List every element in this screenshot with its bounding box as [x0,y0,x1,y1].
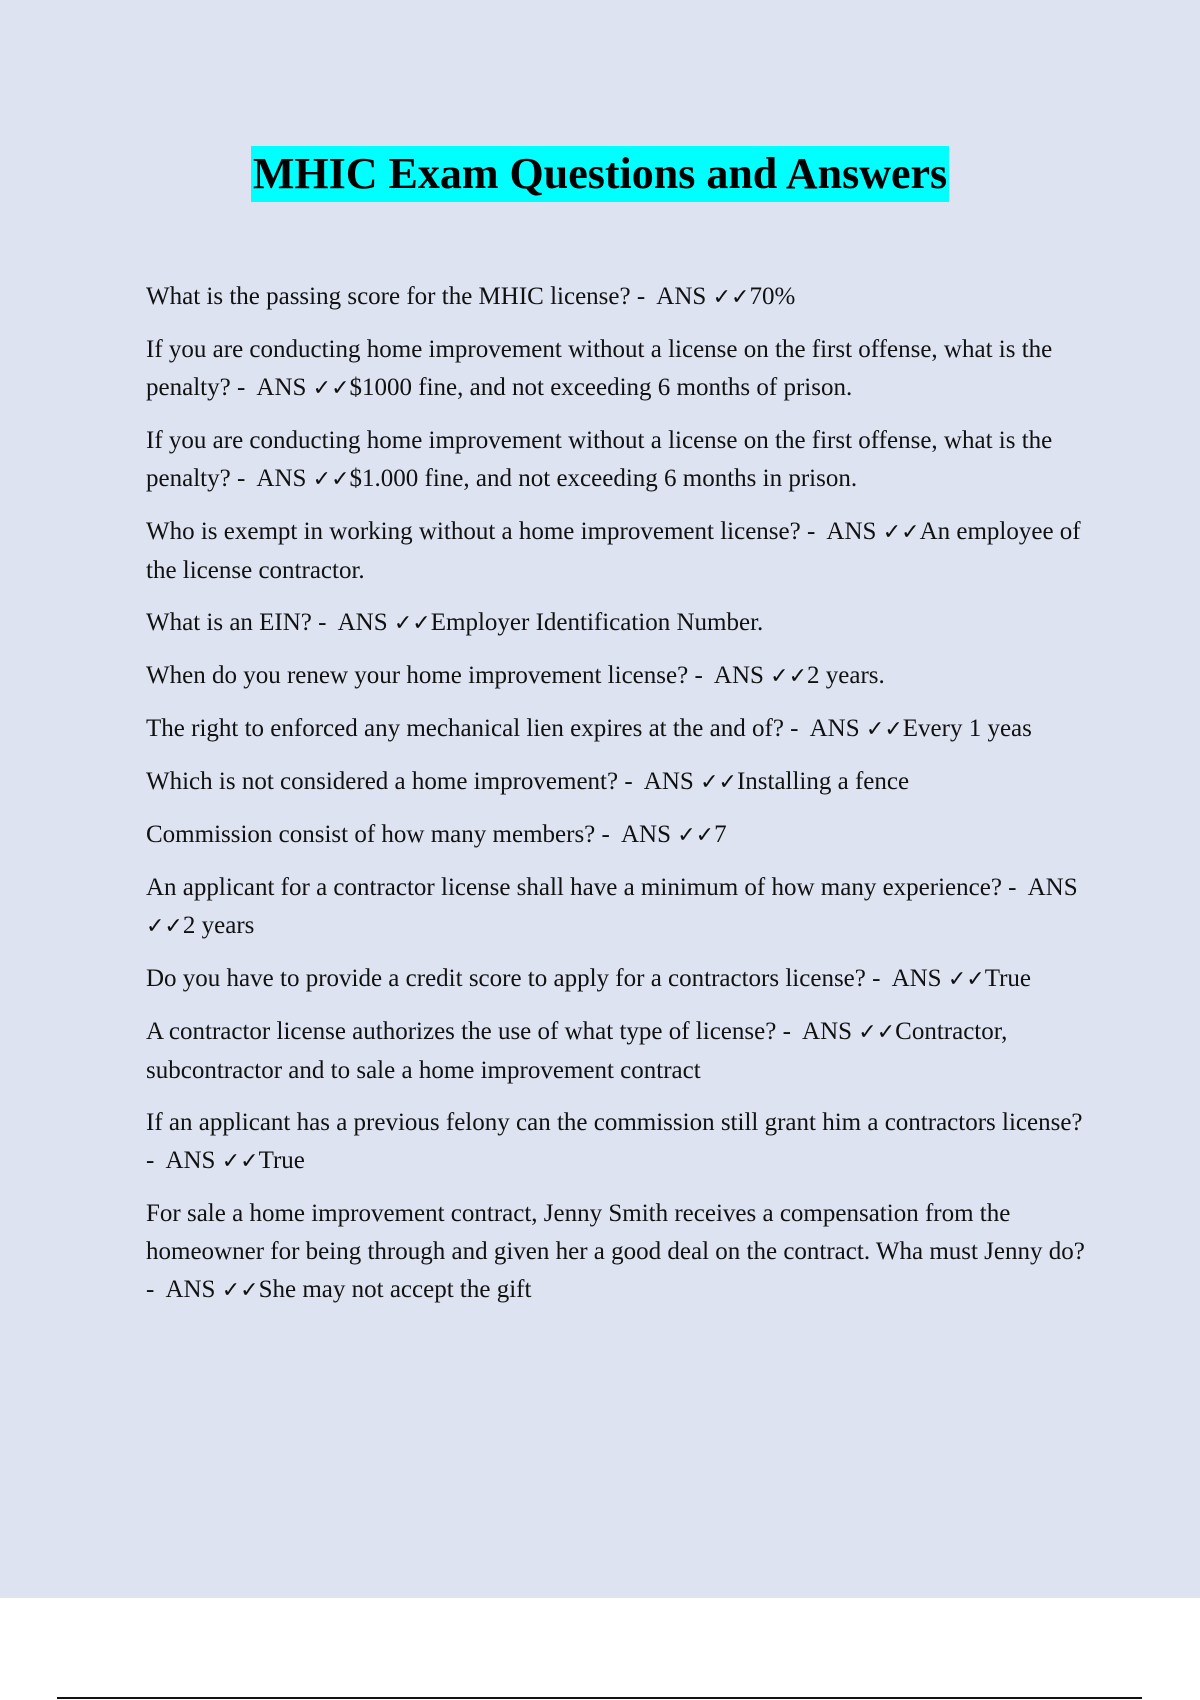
document-title: MHIC Exam Questions and Answers [251,146,949,202]
check-marks-icon: ✓✓ [770,664,808,689]
separator: - [146,1109,1089,1174]
separator: - [783,715,810,742]
question-text: If you are conducting home improvement without a license on the first offense, what is the penalty? [146,427,1059,492]
question-text: An applicant for a contractor license shall have a minimum of how many experience? [146,874,1002,901]
separator: - [865,965,892,992]
answer-text: 70% [749,283,796,310]
answer-prefix: ANS [256,374,307,401]
answer-prefix: ANS [656,283,707,310]
qa-item [146,278,1091,317]
check-marks-icon: ✓✓ [700,770,737,795]
qa-item [146,331,1091,408]
separator: - [800,518,827,545]
answer-text: She may not accept the gift [258,1276,532,1303]
question-text: Which is not considered a home improvement? [146,768,619,795]
question-text: Commission consist of how many members? [146,821,596,848]
answer-text: Employer Identification Number. [430,609,764,636]
separator: - [1001,874,1028,901]
separator: - [146,1238,1092,1303]
answer-prefix: ANS [809,715,860,742]
answer-text: $1.000 fine, and not exceeding 6 months in prison. [349,465,858,492]
qa-item [146,869,1091,946]
answer-prefix: ANS [713,662,764,689]
qa-item [146,763,1091,802]
qa-item [146,1104,1091,1181]
qa-item [146,816,1091,855]
separator: - [311,609,338,636]
question-text: For sale a home improvement contract, Jenny Smith receives a compensation from the homeowner for being through and given her a good deal on the contract. Wha must Jenny do? [146,1200,1085,1265]
answer-text: True [258,1147,305,1174]
separator: - [230,465,257,492]
qa-item [146,604,1091,643]
question-text: When do you renew your home improvement license? [146,662,689,689]
answer-prefix: ANS [826,518,877,545]
answer-text: 2 years. [807,662,885,689]
answer-prefix: ANS [337,609,388,636]
question-text: What is an EIN? [146,609,312,636]
question-text: What is the passing score for the MHIC license? [146,283,631,310]
separator: - [630,283,657,310]
answer-text: 7 [714,821,727,848]
answer-text: Installing a fence [736,768,910,795]
answer-prefix: ANS [165,1276,216,1303]
qa-list [146,278,1091,1324]
check-marks-icon: ✓✓ [865,717,903,742]
separator: - [618,768,644,795]
question-text: If an applicant has a previous felony can the commission still grant him a contractors license? [146,1109,1083,1136]
footer-divider [57,1697,1142,1699]
answer-text: 2 years [182,912,255,939]
check-marks-icon: ✓✓ [221,1278,259,1303]
qa-item [146,513,1091,590]
check-marks-icon: ✓✓ [393,611,431,636]
question-text: The right to enforced any mechanical lien expires at the and of? [146,715,784,742]
question-text: Who is exempt in working without a home improvement license? [146,518,801,545]
question-text: Do you have to provide a credit score to apply for a contractors license? [146,965,866,992]
answer-text: True [984,965,1032,992]
check-marks-icon: ✓✓ [947,967,985,992]
answer-prefix: ANS [256,465,307,492]
answer-text: Contractor, subcontractor and to sale a home improvement contract [146,1018,1014,1084]
check-marks-icon: ✓✓ [882,520,920,545]
check-marks-icon: ✓✓ [312,467,350,492]
check-marks-icon: ✓✓ [858,1020,896,1045]
answer-prefix: ANS [891,965,942,992]
answer-prefix: ANS [643,768,694,795]
answer-prefix: ANS [165,1147,216,1174]
check-marks-icon: ✓✓ [677,823,715,848]
qa-item [146,1195,1091,1310]
answer-text: $1000 fine, and not exceeding 6 months of prison. [349,374,853,401]
answer-text: An employee of the license contractor. [146,518,1087,584]
check-marks-icon: ✓✓ [312,376,350,401]
separator: - [776,1018,803,1045]
answer-prefix: ANS [1027,874,1078,901]
answer-prefix: ANS [620,821,671,848]
title-container [0,146,1200,202]
separator: - [688,662,714,689]
question-text: A contractor license authorizes the use of what type of license? [146,1018,777,1045]
qa-item [146,1013,1091,1090]
answer-prefix: ANS [802,1018,853,1045]
question-text: If you are conducting home improvement without a license on the first offense, what is the penalty? [146,336,1059,401]
separator: - [230,374,257,401]
check-marks-icon: ✓✓ [712,285,750,310]
check-marks-icon: ✓✓ [221,1149,259,1174]
qa-item [146,960,1091,999]
qa-item [146,422,1091,499]
qa-item [146,657,1091,696]
answer-text: Every 1 yeas [902,715,1032,742]
check-marks-icon: ✓✓ [146,914,183,939]
qa-item [146,710,1091,749]
separator: - [595,821,621,848]
